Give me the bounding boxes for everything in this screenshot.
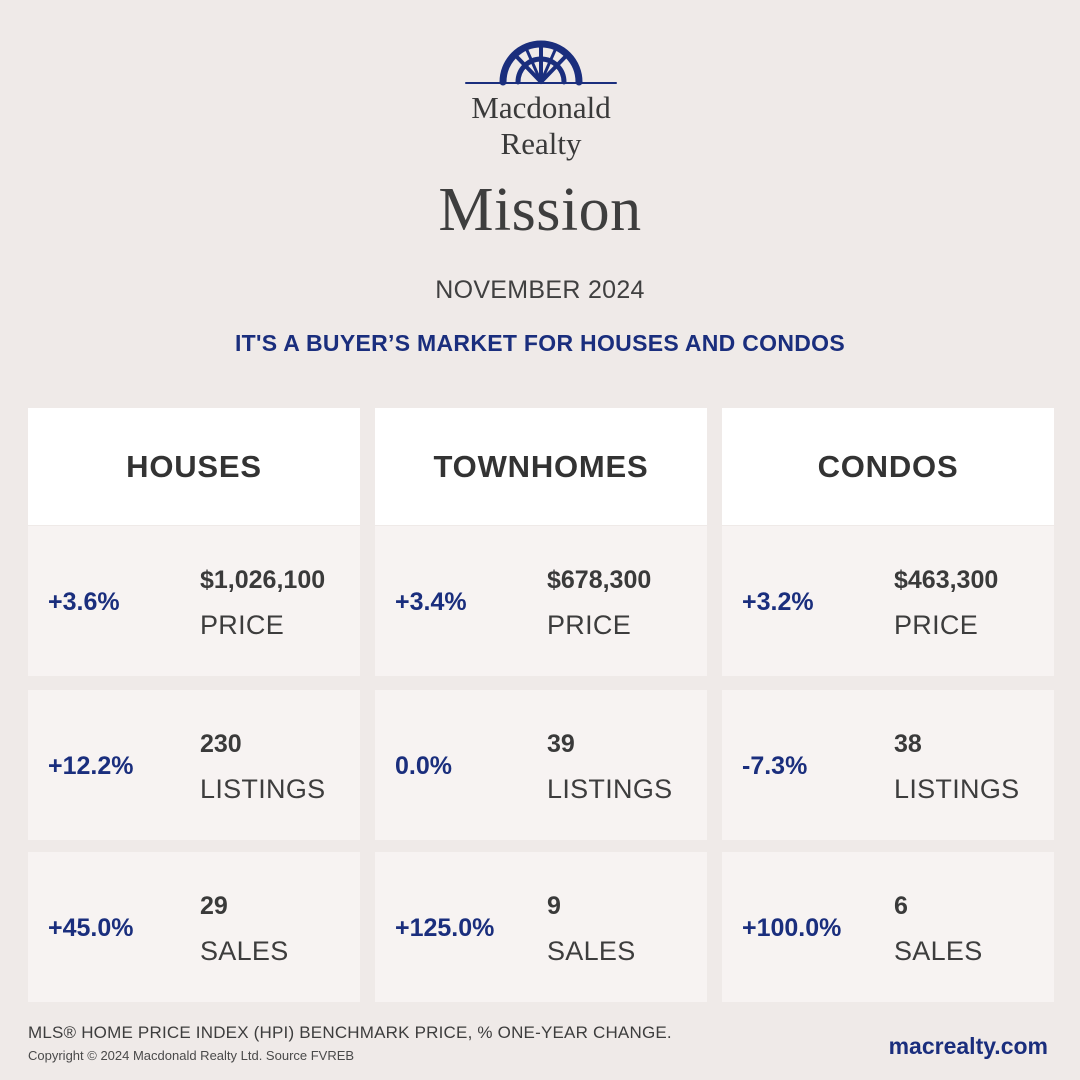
- stat-change: -7.3%: [742, 752, 808, 780]
- stat-change: +12.2%: [48, 752, 134, 780]
- stat-value: $678,300: [547, 566, 652, 594]
- stat-label: LISTINGS: [547, 774, 673, 804]
- report-date: NOVEMBER 2024: [435, 276, 645, 304]
- stat-card-sales: [722, 852, 1054, 1002]
- stat-card-price: [375, 526, 707, 676]
- stat-change: 0.0%: [395, 752, 452, 780]
- stat-label: LISTINGS: [200, 774, 326, 804]
- stat-value: 6: [894, 892, 908, 920]
- sunburst-arch-icon: [464, 40, 618, 90]
- stat-value: 38: [894, 730, 922, 758]
- stat-card-listings: [722, 690, 1054, 840]
- stat-label: SALES: [200, 936, 289, 966]
- stat-card-listings: [375, 690, 707, 840]
- stat-change: +3.2%: [742, 588, 814, 616]
- stat-change: +100.0%: [742, 914, 842, 942]
- brand-name-line2: Realty: [500, 126, 582, 161]
- stat-change: +3.4%: [395, 588, 467, 616]
- column-houses: [28, 408, 360, 966]
- stat-label: PRICE: [894, 610, 979, 640]
- stat-value: 9: [547, 892, 561, 920]
- stat-label: SALES: [894, 936, 983, 966]
- stat-value: 29: [200, 892, 228, 920]
- brand-name-line1: Macdonald: [471, 90, 611, 125]
- column-townhomes: [375, 408, 707, 966]
- market-headline: IT'S A BUYER’S MARKET FOR HOUSES AND CONDOS: [234, 330, 845, 356]
- copyright-notice: Copyright © 2024 Macdonald Realty Ltd. Source FVREB: [28, 1048, 355, 1063]
- stat-label: LISTINGS: [894, 774, 1020, 804]
- stat-change: +3.6%: [48, 588, 120, 616]
- stat-value: $463,300: [894, 566, 999, 594]
- city-title: Mission: [438, 176, 642, 244]
- stat-card-price: [28, 526, 360, 676]
- stat-change: +45.0%: [48, 914, 134, 942]
- stat-change: +125.0%: [395, 914, 495, 942]
- stat-label: PRICE: [547, 610, 632, 640]
- stat-card-sales: [375, 852, 707, 1002]
- brand-logo: [464, 40, 618, 160]
- stat-label: SALES: [547, 936, 636, 966]
- stat-label: PRICE: [200, 610, 285, 640]
- stat-card-price: [722, 526, 1054, 676]
- column-title: HOUSES: [28, 408, 360, 525]
- column-title: TOWNHOMES: [375, 408, 707, 525]
- hpi-footnote: MLS® HOME PRICE INDEX (HPI) BENCHMARK PRICE, % ONE-YEAR CHANGE.: [28, 1023, 672, 1042]
- stat-card-sales: [28, 852, 360, 1002]
- stat-card-listings: [28, 690, 360, 840]
- website-link[interactable]: macrealty.com: [888, 1033, 1048, 1059]
- column-title: CONDOS: [722, 408, 1054, 525]
- stat-value: $1,026,100: [200, 566, 326, 594]
- stat-value: 230: [200, 730, 242, 758]
- column-condos: [722, 408, 1054, 966]
- stat-value: 39: [547, 730, 575, 758]
